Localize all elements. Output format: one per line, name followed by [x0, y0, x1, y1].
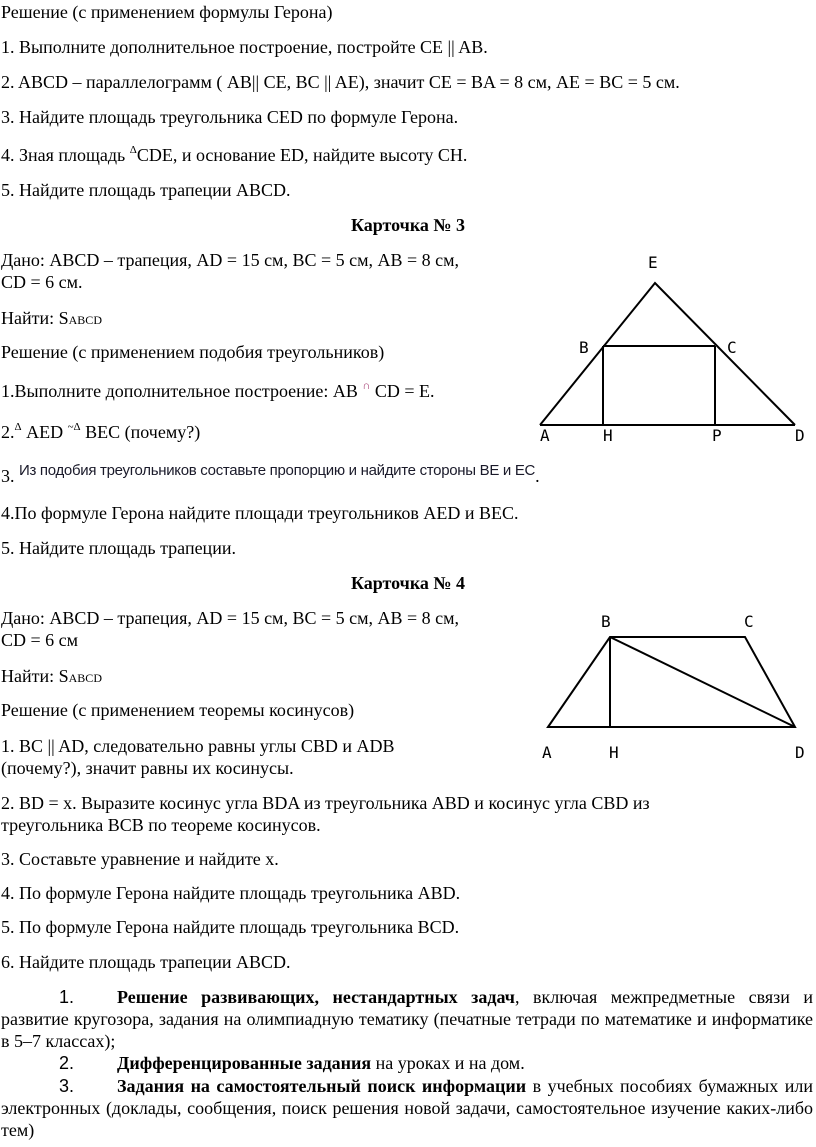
list-bold: Дифференцированные задания — [117, 1053, 372, 1073]
list-bold: Задания на самостоятельный поиск информации — [117, 1076, 527, 1096]
triangle-icon: Δ — [129, 144, 137, 156]
label-h: H — [603, 426, 613, 445]
label-c: C — [727, 338, 737, 357]
find-text: Найти: S — [1, 666, 69, 686]
section-title: Решение (с применением формулы Герона) — [1, 2, 333, 22]
t: 3. — [1, 466, 15, 486]
triangle-icon: Δ — [14, 421, 22, 433]
embedded-text-image: Из подобия треугольников составьте пропорцию и найдите стороны BE и EC — [19, 462, 536, 479]
label-b: B — [579, 338, 589, 357]
list-number: 3. — [59, 1076, 75, 1096]
card4-title: Карточка № 4 — [350, 573, 466, 593]
list-text: на уроках и на дом. — [371, 1053, 525, 1073]
find-text: Найти: S — [1, 308, 69, 328]
step-text: 4. Зная площадь — [1, 145, 130, 165]
t: BEC (почему?) — [80, 422, 201, 442]
t: CD = E. — [370, 381, 435, 401]
trapezoid-abcd — [548, 637, 795, 727]
t: . — [535, 466, 540, 486]
card4-step: 4. По формуле Герона найдите площадь треугольника ABD. — [1, 883, 461, 903]
find-sub: ABCD — [68, 313, 102, 327]
label-c: C — [744, 612, 754, 631]
label-h: H — [609, 743, 619, 762]
card3-given: Дано: ABCD – трапеция, AD = 15 см, BC = 5 см, AB = 8 см, — [1, 250, 460, 270]
card4-step: треугольника BCB по теореме косинусов. — [1, 815, 321, 835]
card3-step: 5. Найдите площадь трапеции. — [1, 538, 236, 558]
card4-step: 1. BC || AD, следовательно равны углы CBD и ADB — [1, 736, 395, 756]
intersection-icon: ∩ — [362, 380, 371, 392]
card4-step: 3. Составьте уравнение и найдите x. — [1, 849, 279, 869]
card4-step: 6. Найдите площадь трапеции ABCD. — [1, 952, 291, 972]
label-b: B — [601, 612, 611, 631]
list-text: , включая межпредметные связи и развитие кругозора, задания на олимпиадную тематику (печатные тетради по математике и информатике в 5–7 классах); — [1, 987, 813, 1051]
card4-given: Дано: ABCD – трапеция, AD = 15 см, BC = 5 см, AB = 8 см, — [1, 608, 460, 628]
t: 1.Выполните дополнительное построение: AB — [1, 381, 363, 401]
label-a: A — [542, 743, 552, 762]
step: 3. Найдите площадь треугольника CED по формуле Герона. — [1, 107, 459, 127]
card4-step: (почему?), значит равны их косинусы. — [1, 758, 294, 778]
step-text: CDE, и основание ED, найдите высоту CH. — [136, 145, 468, 165]
label-p: P — [712, 426, 722, 445]
card3-method: Решение (с применением подобия треугольников) — [1, 342, 385, 362]
list-number: 1. — [59, 987, 75, 1007]
card4-given: CD = 6 см — [1, 630, 79, 650]
similar-icon: ~ — [67, 421, 74, 433]
label-e: E — [648, 253, 658, 272]
step: 2. ABCD – параллелограмм ( AB|| CE, BC || AE), значит CE = BA = 8 см, AE = BC = 5 см. — [1, 72, 680, 92]
list-number: 2. — [59, 1053, 75, 1073]
list-text: в учебных пособиях бумажных или электронных (доклады, сообщения, поиск решения новой задачи, самостоятельное изучение каких-либо тем) — [1, 1076, 813, 1140]
card4-step: 5. По формуле Герона найдите площадь треугольника BCD. — [1, 917, 460, 937]
step: 1. Выполните дополнительное построение, постройте CE || AB. — [1, 37, 488, 57]
card3-step: 4.По формуле Герона найдите площади треугольников AED и BEC. — [1, 503, 519, 523]
card4-step: 2. BD = x. Выразите косинус угла BDA из треугольника ABD и косинус угла CBD из — [1, 793, 650, 813]
step: 5. Найдите площадь трапеции ABCD. — [1, 180, 291, 200]
card3-title: Карточка № 3 — [350, 215, 466, 235]
find-sub: ABCD — [68, 671, 102, 685]
t: AED — [21, 422, 68, 442]
list-bold: Решение развивающих, нестандартных задач — [117, 987, 515, 1007]
card4-method: Решение (с применением теоремы косинусов) — [1, 700, 355, 720]
t: 2. — [1, 422, 15, 442]
trapezoid-figure-card4 — [548, 637, 795, 727]
triangle-icon: Δ — [73, 421, 81, 433]
label-a: A — [540, 426, 550, 445]
card3-given: CD = 6 см. — [1, 272, 83, 292]
diagonal-bd — [610, 637, 795, 727]
label-d: D — [795, 426, 805, 445]
label-d: D — [795, 743, 805, 762]
